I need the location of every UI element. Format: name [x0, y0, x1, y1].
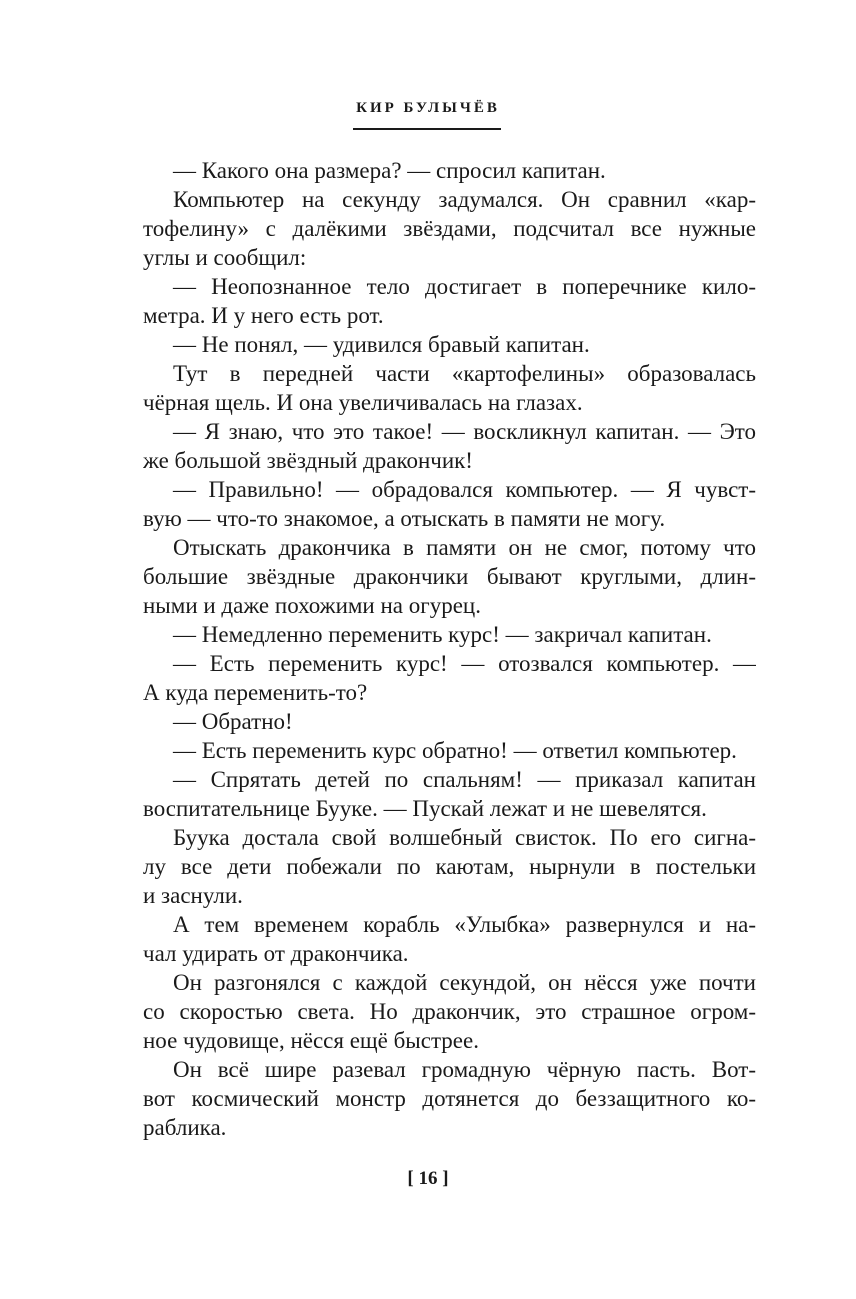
text-line: вую — что-то знакомое, а отыскать в памяти не могу. [143, 506, 666, 531]
text-line: Тут в передней части «картофелины» образовалась [173, 361, 756, 386]
header-rule [353, 128, 501, 130]
text-line: ное чудовище, нёсся ещё быстрее. [143, 1028, 479, 1053]
body-text [143, 156, 756, 1142]
text-line: — Немедленно переменить курс! — закричал капитан. [173, 622, 712, 647]
running-head-author: КИР БУЛЫЧЁВ [356, 100, 500, 116]
text-line: — Какого она размера? — спросил капитан. [173, 158, 606, 183]
text-line: раблика. [143, 1115, 227, 1140]
text-line: Буука достала свой волшебный свисток. По его сигна- [173, 825, 756, 850]
text-line: же большой звёздный дракончик! [143, 448, 473, 473]
text-line: — Неопознанное тело достигает в поперечнике кило- [173, 274, 756, 299]
text-line: большие звёздные дракончики бывают круглыми, длин- [143, 564, 756, 589]
text-line: тофелину» с далёкими звёздами, подсчитал все нужные [143, 216, 756, 241]
text-line: и заснули. [143, 883, 243, 908]
text-line: метра. И у него есть рот. [143, 303, 384, 328]
text-line: — Я знаю, что это такое! — воскликнул капитан. — Это [173, 419, 756, 444]
text-line: — Есть переменить курс! — отозвался компьютер. — [173, 651, 756, 676]
text-line: лу все дети побежали по каютам, нырнули в постельки [143, 854, 756, 879]
text-line: углы и сообщил: [143, 245, 307, 270]
text-line: вот космический монстр дотянется до беззащитного ко- [143, 1086, 756, 1111]
text-line: Он всё шире разевал громадную чёрную пасть. Вот- [173, 1057, 756, 1082]
text-line: Он разгонялся с каждой секундой, он нёсся уже почти [173, 970, 756, 995]
text-line: чал удирать от дракончика. [143, 941, 409, 966]
text-line: ными и даже похожими на огурец. [143, 593, 481, 618]
text-line: — Правильно! — обрадовался компьютер. — Я чувст- [173, 477, 756, 502]
page-number: [ 16 ] [407, 1168, 449, 1189]
text-line: Отыскать дракончика в памяти он не смог, потому что [173, 535, 756, 560]
text-line: Компьютер на секунду задумался. Он сравнил «кар- [173, 187, 756, 212]
text-line: чёрная щель. И она увеличивалась на глазах. [143, 390, 583, 415]
text-line: А куда переменить-то? [143, 680, 368, 705]
text-line: со скоростью света. Но дракончик, это страшное огром- [143, 999, 756, 1024]
text-line: А тем временем корабль «Улыбка» развернулся и на- [173, 912, 756, 937]
text-line: воспитательнице Бууке. — Пускай лежат и не шевелятся. [143, 796, 707, 821]
text-line: — Спрятать детей по спальням! — приказал капитан [173, 767, 756, 792]
text-line: — Обратно! [173, 709, 293, 734]
text-line: — Не понял, — удивился бравый капитан. [173, 332, 590, 357]
text-line: — Есть переменить курс обратно! — ответил компьютер. [173, 738, 737, 763]
